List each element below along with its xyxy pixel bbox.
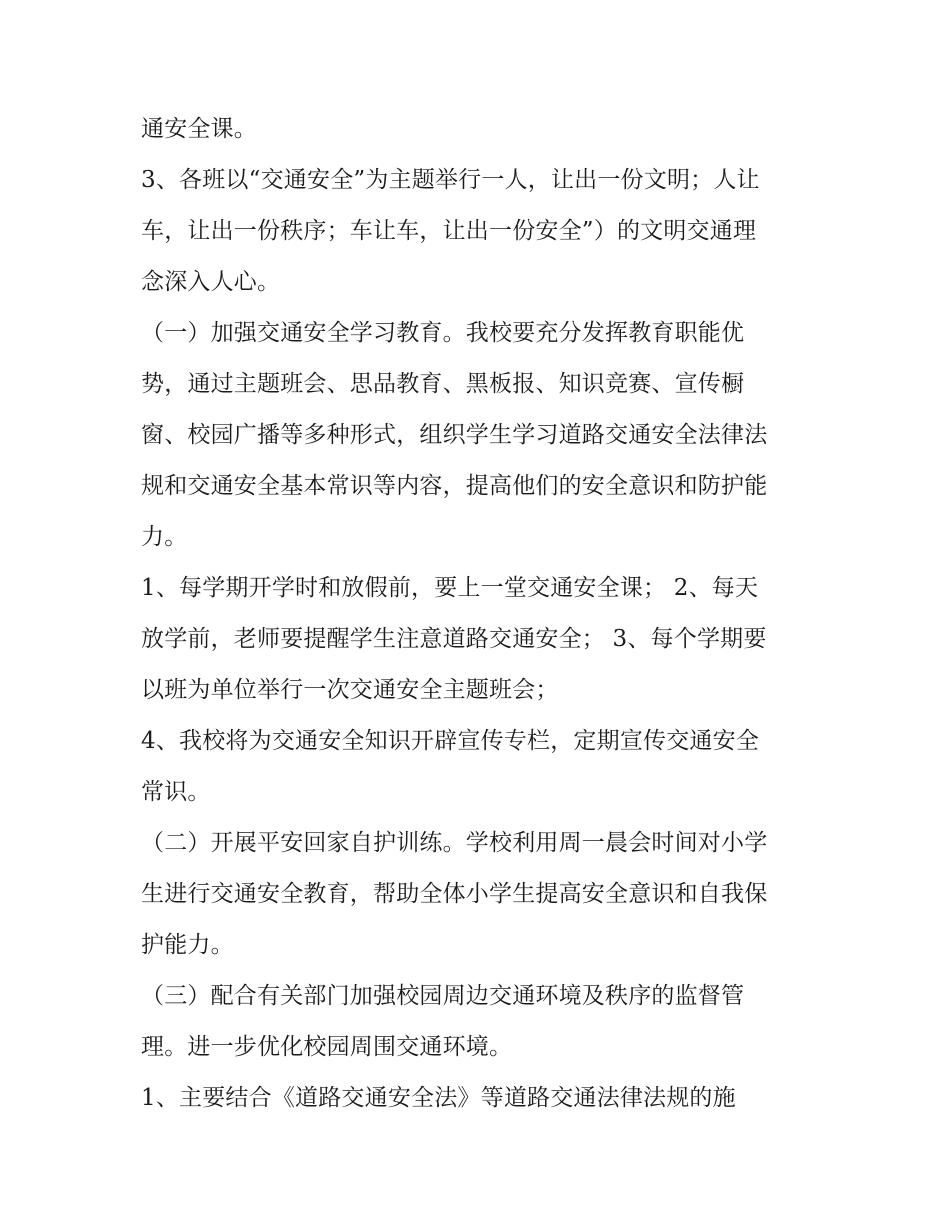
text-line: 力。 xyxy=(141,524,188,550)
text-line: 窗、校园广播等多种形式，组织学生学习道路交通安全法律法 xyxy=(141,422,768,448)
text-line: 势，通过主题班会、思品教育、黑板报、知识竞赛、宣传橱 xyxy=(141,371,745,397)
text-line: 通安全课。 xyxy=(141,116,257,142)
text-line: 4、我校将为交通安全知识开辟宣传专栏，定期宣传交通安全 xyxy=(141,728,760,754)
text-line: 生进行交通安全教育，帮助全体小学生提高安全意识和自我保 xyxy=(141,881,768,907)
text-line: （三）配合有关部门加强校园周边交通环境及秩序的监督管 xyxy=(141,983,745,1009)
text-line: （一）加强交通安全学习教育。我校要充分发挥教育职能优 xyxy=(141,320,745,346)
text-line: 3、各班以“交通安全”为主题举行一人，让出一份文明；人让 xyxy=(141,167,760,193)
text-line: 1、每学期开学时和放假前，要上一堂交通安全课； 2、每天 xyxy=(141,575,759,601)
text-line: 规和交通安全基本常识等内容，提高他们的安全意识和防护能 xyxy=(141,473,768,499)
text-line: 车，让出一份秩序；车让车，让出一份安全”）的文明交通理 xyxy=(141,218,757,244)
text-line: 护能力。 xyxy=(141,932,234,958)
text-line: 理。进一步优化校园周围交通环境。 xyxy=(141,1034,513,1060)
document-body xyxy=(141,104,821,1124)
text-line: （二）开展平安回家自护训练。学校利用周一晨会时间对小学 xyxy=(141,830,768,856)
text-line: 常识。 xyxy=(141,779,211,805)
text-line: 1、主要结合《道路交通安全法》等道路交通法律法规的施 xyxy=(141,1085,736,1111)
text-line: 念深入人心。 xyxy=(141,269,281,295)
text-line: 以班为单位举行一次交通安全主题班会； xyxy=(141,677,559,703)
text-line: 放学前，老师要提醒学生注意道路交通安全； 3、每个学期要 xyxy=(141,626,767,652)
